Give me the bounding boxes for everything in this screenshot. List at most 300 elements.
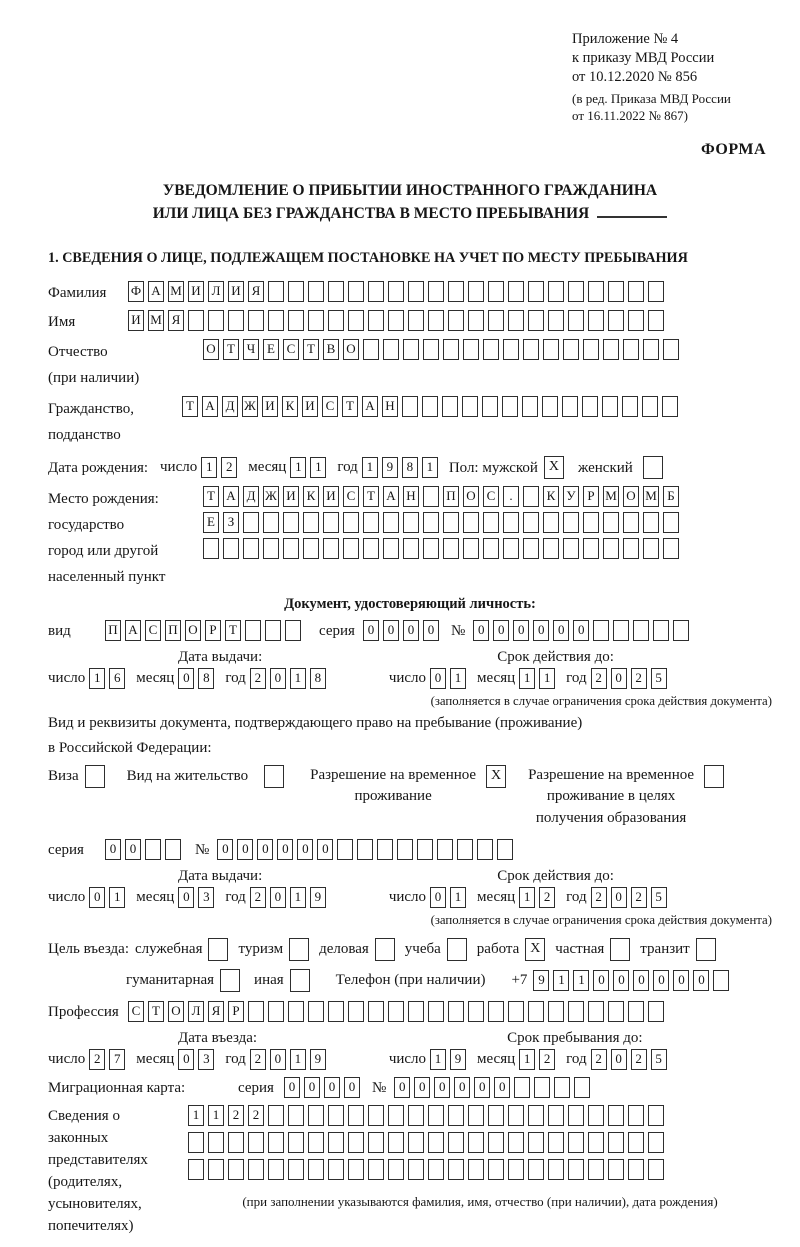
char-cell[interactable]: О — [463, 486, 479, 507]
char-cell[interactable]: С — [322, 396, 338, 417]
char-cell[interactable] — [428, 1105, 444, 1126]
char-cell[interactable] — [343, 512, 359, 533]
char-cell[interactable] — [228, 1132, 244, 1153]
char-cell[interactable] — [303, 538, 319, 559]
char-cell[interactable] — [288, 1001, 304, 1022]
char-cell[interactable]: С — [145, 620, 161, 641]
char-cell[interactable] — [648, 1001, 664, 1022]
char-cell[interactable] — [443, 538, 459, 559]
char-cell[interactable]: 0 — [178, 887, 194, 908]
char-cell[interactable]: 2 — [631, 887, 647, 908]
char-cell[interactable] — [368, 1001, 384, 1022]
char-cell[interactable] — [268, 1001, 284, 1022]
char-cell[interactable] — [488, 1001, 504, 1022]
char-cell[interactable]: 3 — [198, 1049, 214, 1070]
char-cell[interactable] — [514, 1077, 530, 1098]
char-cell[interactable] — [643, 512, 659, 533]
char-cell[interactable]: 2 — [591, 1049, 607, 1070]
char-cell[interactable] — [588, 1132, 604, 1153]
char-cell[interactable] — [288, 1105, 304, 1126]
char-cell[interactable] — [308, 310, 324, 331]
char-cell[interactable] — [348, 1159, 364, 1180]
char-cell[interactable] — [397, 839, 413, 860]
char-cell[interactable]: 2 — [228, 1105, 244, 1126]
char-cell[interactable] — [623, 339, 639, 360]
char-cell[interactable]: 1 — [290, 457, 306, 478]
char-cell[interactable]: 0 — [277, 839, 293, 860]
char-cell[interactable]: 1 — [519, 887, 535, 908]
char-cell[interactable]: 0 — [89, 887, 105, 908]
purpose-delovaya-checkbox[interactable] — [375, 938, 395, 961]
char-cell[interactable] — [285, 620, 301, 641]
char-cell[interactable]: 1 — [573, 970, 589, 991]
char-cell[interactable] — [534, 1077, 550, 1098]
char-cell[interactable] — [623, 512, 639, 533]
char-cell[interactable]: 1 — [519, 668, 535, 689]
char-cell[interactable] — [263, 512, 279, 533]
char-cell[interactable] — [402, 396, 418, 417]
purpose-chastnaya-checkbox[interactable] — [610, 938, 630, 961]
char-cell[interactable]: 5 — [651, 887, 667, 908]
char-cell[interactable]: 0 — [474, 1077, 490, 1098]
char-cell[interactable]: 2 — [250, 887, 266, 908]
char-cell[interactable] — [248, 310, 264, 331]
char-cell[interactable] — [288, 281, 304, 302]
char-cell[interactable] — [548, 310, 564, 331]
purpose-tranzit-checkbox[interactable] — [696, 938, 716, 961]
char-cell[interactable] — [388, 310, 404, 331]
char-cell[interactable]: 0 — [125, 839, 141, 860]
char-cell[interactable]: Е — [203, 512, 219, 533]
char-cell[interactable]: О — [623, 486, 639, 507]
char-cell[interactable] — [388, 1105, 404, 1126]
char-cell[interactable] — [508, 281, 524, 302]
char-cell[interactable]: К — [543, 486, 559, 507]
char-cell[interactable]: С — [483, 486, 499, 507]
char-cell[interactable] — [403, 339, 419, 360]
char-cell[interactable] — [488, 281, 504, 302]
char-cell[interactable]: 0 — [363, 620, 379, 641]
purpose-gumanitarnaya-checkbox[interactable] — [220, 969, 240, 992]
char-cell[interactable]: Т — [225, 620, 241, 641]
char-cell[interactable] — [303, 512, 319, 533]
char-cell[interactable]: 2 — [89, 1049, 105, 1070]
char-cell[interactable] — [268, 1105, 284, 1126]
char-cell[interactable]: 0 — [270, 887, 286, 908]
char-cell[interactable] — [583, 512, 599, 533]
char-cell[interactable] — [554, 1077, 570, 1098]
char-cell[interactable] — [608, 281, 624, 302]
char-cell[interactable] — [423, 538, 439, 559]
char-cell[interactable] — [208, 310, 224, 331]
char-cell[interactable]: Т — [303, 339, 319, 360]
char-cell[interactable]: М — [603, 486, 619, 507]
char-cell[interactable]: О — [168, 1001, 184, 1022]
char-cell[interactable] — [483, 538, 499, 559]
char-cell[interactable]: 0 — [430, 668, 446, 689]
char-cell[interactable]: 2 — [539, 1049, 555, 1070]
char-cell[interactable]: Р — [205, 620, 221, 641]
char-cell[interactable] — [417, 839, 433, 860]
char-cell[interactable] — [588, 310, 604, 331]
char-cell[interactable] — [563, 538, 579, 559]
char-cell[interactable] — [348, 1001, 364, 1022]
char-cell[interactable]: 0 — [633, 970, 649, 991]
char-cell[interactable] — [523, 538, 539, 559]
char-cell[interactable] — [523, 512, 539, 533]
sex-female-checkbox[interactable] — [643, 456, 663, 479]
char-cell[interactable]: И — [128, 310, 144, 331]
char-cell[interactable]: 6 — [109, 668, 125, 689]
char-cell[interactable]: 0 — [403, 620, 419, 641]
char-cell[interactable] — [583, 339, 599, 360]
char-cell[interactable]: Я — [168, 310, 184, 331]
char-cell[interactable] — [323, 538, 339, 559]
char-cell[interactable]: 1 — [430, 1049, 446, 1070]
char-cell[interactable] — [368, 281, 384, 302]
char-cell[interactable] — [574, 1077, 590, 1098]
char-cell[interactable] — [288, 1132, 304, 1153]
char-cell[interactable]: 1 — [310, 457, 326, 478]
char-cell[interactable] — [568, 1105, 584, 1126]
char-cell[interactable]: 2 — [631, 668, 647, 689]
char-cell[interactable]: Т — [182, 396, 198, 417]
char-cell[interactable] — [588, 1001, 604, 1022]
char-cell[interactable] — [583, 538, 599, 559]
char-cell[interactable] — [468, 1001, 484, 1022]
char-cell[interactable] — [328, 1001, 344, 1022]
char-cell[interactable]: 2 — [221, 457, 237, 478]
char-cell[interactable]: И — [323, 486, 339, 507]
char-cell[interactable]: 0 — [653, 970, 669, 991]
char-cell[interactable]: 2 — [631, 1049, 647, 1070]
char-cell[interactable]: 1 — [109, 887, 125, 908]
char-cell[interactable]: 0 — [324, 1077, 340, 1098]
char-cell[interactable] — [588, 1159, 604, 1180]
char-cell[interactable] — [508, 1001, 524, 1022]
char-cell[interactable] — [368, 1159, 384, 1180]
char-cell[interactable] — [243, 538, 259, 559]
char-cell[interactable] — [648, 281, 664, 302]
residence-permit-checkbox[interactable] — [264, 765, 284, 788]
char-cell[interactable] — [443, 512, 459, 533]
char-cell[interactable] — [388, 281, 404, 302]
char-cell[interactable]: 0 — [533, 620, 549, 641]
char-cell[interactable]: А — [223, 486, 239, 507]
char-cell[interactable] — [628, 1001, 644, 1022]
char-cell[interactable]: Т — [223, 339, 239, 360]
purpose-ucheba-checkbox[interactable] — [447, 938, 467, 961]
char-cell[interactable] — [223, 538, 239, 559]
char-cell[interactable] — [568, 281, 584, 302]
char-cell[interactable] — [348, 1132, 364, 1153]
char-cell[interactable] — [448, 1001, 464, 1022]
char-cell[interactable]: У — [563, 486, 579, 507]
char-cell[interactable]: Л — [208, 281, 224, 302]
char-cell[interactable] — [243, 512, 259, 533]
char-cell[interactable] — [643, 339, 659, 360]
char-cell[interactable] — [188, 310, 204, 331]
char-cell[interactable] — [248, 1159, 264, 1180]
char-cell[interactable] — [528, 1159, 544, 1180]
char-cell[interactable] — [408, 310, 424, 331]
char-cell[interactable]: 1 — [450, 668, 466, 689]
char-cell[interactable]: 1 — [201, 457, 217, 478]
char-cell[interactable]: 1 — [519, 1049, 535, 1070]
char-cell[interactable]: Ж — [263, 486, 279, 507]
char-cell[interactable] — [562, 396, 578, 417]
char-cell[interactable] — [208, 1132, 224, 1153]
char-cell[interactable] — [422, 396, 438, 417]
char-cell[interactable] — [508, 1159, 524, 1180]
rvp-checkbox[interactable]: X — [486, 765, 506, 788]
char-cell[interactable]: 8 — [310, 668, 326, 689]
char-cell[interactable] — [308, 1105, 324, 1126]
char-cell[interactable] — [628, 1132, 644, 1153]
char-cell[interactable] — [408, 1001, 424, 1022]
char-cell[interactable]: И — [283, 486, 299, 507]
char-cell[interactable] — [588, 1105, 604, 1126]
visa-checkbox[interactable] — [85, 765, 105, 788]
char-cell[interactable] — [623, 538, 639, 559]
char-cell[interactable]: 0 — [383, 620, 399, 641]
char-cell[interactable] — [308, 1001, 324, 1022]
char-cell[interactable]: . — [503, 486, 519, 507]
char-cell[interactable]: А — [362, 396, 378, 417]
char-cell[interactable] — [368, 1105, 384, 1126]
char-cell[interactable] — [563, 339, 579, 360]
char-cell[interactable] — [268, 281, 284, 302]
char-cell[interactable]: 2 — [250, 668, 266, 689]
char-cell[interactable]: 0 — [454, 1077, 470, 1098]
char-cell[interactable] — [408, 1132, 424, 1153]
char-cell[interactable]: 0 — [257, 839, 273, 860]
char-cell[interactable]: 0 — [270, 668, 286, 689]
char-cell[interactable]: 2 — [591, 668, 607, 689]
char-cell[interactable] — [628, 281, 644, 302]
char-cell[interactable] — [268, 310, 284, 331]
char-cell[interactable]: Ж — [242, 396, 258, 417]
char-cell[interactable] — [428, 310, 444, 331]
char-cell[interactable]: 9 — [310, 887, 326, 908]
char-cell[interactable] — [622, 396, 638, 417]
purpose-rabota-checkbox[interactable]: X — [525, 938, 545, 961]
char-cell[interactable] — [633, 620, 649, 641]
char-cell[interactable] — [468, 1105, 484, 1126]
char-cell[interactable] — [523, 339, 539, 360]
char-cell[interactable]: 0 — [297, 839, 313, 860]
char-cell[interactable] — [643, 538, 659, 559]
char-cell[interactable] — [448, 1159, 464, 1180]
char-cell[interactable]: П — [443, 486, 459, 507]
char-cell[interactable] — [548, 1105, 564, 1126]
char-cell[interactable]: Ч — [243, 339, 259, 360]
char-cell[interactable]: 0 — [423, 620, 439, 641]
char-cell[interactable] — [648, 310, 664, 331]
char-cell[interactable] — [228, 310, 244, 331]
char-cell[interactable]: 3 — [198, 887, 214, 908]
char-cell[interactable]: Т — [363, 486, 379, 507]
char-cell[interactable] — [522, 396, 538, 417]
char-cell[interactable] — [188, 1132, 204, 1153]
char-cell[interactable] — [308, 1132, 324, 1153]
char-cell[interactable] — [542, 396, 558, 417]
char-cell[interactable]: Т — [342, 396, 358, 417]
char-cell[interactable]: 0 — [284, 1077, 300, 1098]
char-cell[interactable]: 0 — [237, 839, 253, 860]
char-cell[interactable] — [283, 538, 299, 559]
char-cell[interactable] — [483, 512, 499, 533]
char-cell[interactable]: 0 — [611, 1049, 627, 1070]
char-cell[interactable] — [268, 1159, 284, 1180]
char-cell[interactable]: Л — [188, 1001, 204, 1022]
char-cell[interactable] — [442, 396, 458, 417]
char-cell[interactable] — [368, 1132, 384, 1153]
char-cell[interactable] — [482, 396, 498, 417]
char-cell[interactable] — [443, 339, 459, 360]
char-cell[interactable]: 1 — [539, 668, 555, 689]
char-cell[interactable]: 2 — [248, 1105, 264, 1126]
char-cell[interactable] — [642, 396, 658, 417]
char-cell[interactable]: 9 — [450, 1049, 466, 1070]
char-cell[interactable] — [628, 1159, 644, 1180]
char-cell[interactable] — [488, 1132, 504, 1153]
char-cell[interactable] — [337, 839, 353, 860]
char-cell[interactable]: О — [185, 620, 201, 641]
char-cell[interactable] — [423, 486, 439, 507]
char-cell[interactable] — [503, 339, 519, 360]
char-cell[interactable] — [448, 310, 464, 331]
char-cell[interactable]: Б — [663, 486, 679, 507]
char-cell[interactable] — [608, 1132, 624, 1153]
char-cell[interactable] — [663, 339, 679, 360]
char-cell[interactable] — [328, 310, 344, 331]
char-cell[interactable]: Д — [243, 486, 259, 507]
char-cell[interactable] — [288, 1159, 304, 1180]
char-cell[interactable] — [203, 538, 219, 559]
char-cell[interactable]: 0 — [430, 887, 446, 908]
char-cell[interactable] — [448, 1132, 464, 1153]
char-cell[interactable]: И — [228, 281, 244, 302]
char-cell[interactable]: 2 — [591, 887, 607, 908]
char-cell[interactable] — [383, 512, 399, 533]
char-cell[interactable]: 5 — [651, 1049, 667, 1070]
char-cell[interactable] — [497, 839, 513, 860]
char-cell[interactable] — [628, 310, 644, 331]
char-cell[interactable]: 0 — [493, 620, 509, 641]
char-cell[interactable]: Р — [228, 1001, 244, 1022]
char-cell[interactable] — [503, 512, 519, 533]
char-cell[interactable] — [663, 538, 679, 559]
char-cell[interactable] — [208, 1159, 224, 1180]
char-cell[interactable] — [377, 839, 393, 860]
char-cell[interactable] — [428, 1132, 444, 1153]
char-cell[interactable]: 0 — [473, 620, 489, 641]
char-cell[interactable] — [548, 1001, 564, 1022]
char-cell[interactable]: 0 — [593, 970, 609, 991]
char-cell[interactable]: 0 — [673, 970, 689, 991]
char-cell[interactable] — [248, 1001, 264, 1022]
char-cell[interactable]: 0 — [513, 620, 529, 641]
char-cell[interactable] — [348, 1105, 364, 1126]
char-cell[interactable] — [508, 1105, 524, 1126]
char-cell[interactable] — [528, 310, 544, 331]
char-cell[interactable]: 2 — [250, 1049, 266, 1070]
char-cell[interactable] — [348, 310, 364, 331]
char-cell[interactable]: 0 — [414, 1077, 430, 1098]
char-cell[interactable] — [363, 339, 379, 360]
char-cell[interactable] — [548, 1132, 564, 1153]
char-cell[interactable] — [568, 310, 584, 331]
char-cell[interactable]: 0 — [573, 620, 589, 641]
char-cell[interactable]: 1 — [290, 1049, 306, 1070]
char-cell[interactable] — [603, 538, 619, 559]
char-cell[interactable] — [308, 1159, 324, 1180]
char-cell[interactable]: И — [302, 396, 318, 417]
char-cell[interactable]: 9 — [382, 457, 398, 478]
char-cell[interactable] — [568, 1132, 584, 1153]
char-cell[interactable]: 1 — [450, 887, 466, 908]
char-cell[interactable]: 1 — [290, 887, 306, 908]
char-cell[interactable]: А — [125, 620, 141, 641]
char-cell[interactable] — [283, 512, 299, 533]
char-cell[interactable]: А — [202, 396, 218, 417]
char-cell[interactable] — [448, 281, 464, 302]
char-cell[interactable]: 0 — [178, 668, 194, 689]
char-cell[interactable] — [673, 620, 689, 641]
char-cell[interactable] — [483, 339, 499, 360]
char-cell[interactable] — [608, 1105, 624, 1126]
char-cell[interactable]: С — [128, 1001, 144, 1022]
char-cell[interactable]: 0 — [611, 887, 627, 908]
char-cell[interactable]: А — [148, 281, 164, 302]
char-cell[interactable] — [408, 1159, 424, 1180]
char-cell[interactable] — [593, 620, 609, 641]
char-cell[interactable] — [328, 1132, 344, 1153]
char-cell[interactable] — [343, 538, 359, 559]
char-cell[interactable] — [463, 538, 479, 559]
char-cell[interactable] — [663, 512, 679, 533]
char-cell[interactable]: 9 — [533, 970, 549, 991]
char-cell[interactable]: К — [282, 396, 298, 417]
char-cell[interactable] — [428, 1001, 444, 1022]
char-cell[interactable] — [383, 339, 399, 360]
char-cell[interactable] — [265, 620, 281, 641]
char-cell[interactable] — [368, 310, 384, 331]
char-cell[interactable]: 0 — [217, 839, 233, 860]
char-cell[interactable] — [648, 1132, 664, 1153]
sex-male-checkbox[interactable]: X — [544, 456, 564, 479]
char-cell[interactable]: 0 — [317, 839, 333, 860]
char-cell[interactable]: П — [105, 620, 121, 641]
char-cell[interactable] — [248, 1132, 264, 1153]
char-cell[interactable] — [408, 1105, 424, 1126]
char-cell[interactable]: П — [165, 620, 181, 641]
char-cell[interactable]: А — [383, 486, 399, 507]
char-cell[interactable]: М — [643, 486, 659, 507]
char-cell[interactable] — [428, 1159, 444, 1180]
char-cell[interactable]: 0 — [611, 668, 627, 689]
char-cell[interactable] — [568, 1159, 584, 1180]
char-cell[interactable] — [408, 281, 424, 302]
char-cell[interactable]: Н — [382, 396, 398, 417]
char-cell[interactable] — [608, 1159, 624, 1180]
char-cell[interactable] — [388, 1159, 404, 1180]
char-cell[interactable]: Ф — [128, 281, 144, 302]
char-cell[interactable]: Т — [148, 1001, 164, 1022]
char-cell[interactable] — [165, 839, 181, 860]
char-cell[interactable]: 1 — [553, 970, 569, 991]
